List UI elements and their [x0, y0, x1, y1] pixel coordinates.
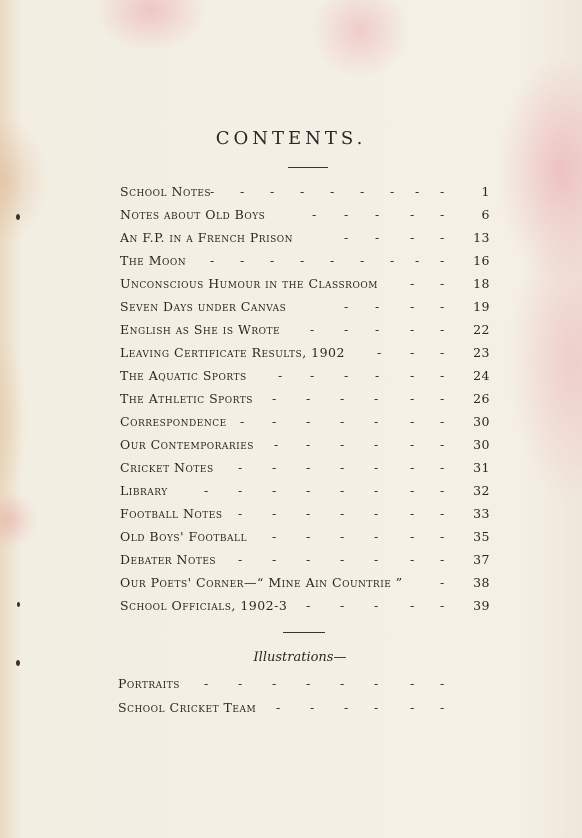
leader-dash: -: [410, 506, 415, 521]
leader-dash: -: [272, 506, 277, 521]
page-number: 30: [473, 437, 490, 452]
leader-dash: -: [340, 460, 345, 475]
leader-dash: -: [440, 575, 445, 590]
leader-dash: -: [374, 460, 379, 475]
contents-row: [120, 548, 492, 571]
contents-row: [120, 249, 492, 272]
page-number: 32: [473, 483, 490, 498]
contents-row: [120, 226, 492, 249]
page-number: 30: [473, 414, 490, 429]
leader-dash: -: [410, 230, 415, 245]
page-number: 31: [473, 460, 490, 475]
contents-row: [120, 456, 492, 479]
leader-dash: -: [440, 322, 445, 337]
ink-spot: [17, 602, 20, 607]
leader-dash: -: [238, 483, 243, 498]
leader-dash: -: [272, 460, 277, 475]
leader-dash: -: [440, 437, 445, 452]
leader-dash: -: [306, 460, 311, 475]
leader-dash: -: [440, 529, 445, 544]
leader-dash: -: [340, 437, 345, 452]
leader-dash: -: [270, 253, 275, 268]
leader-dash: -: [374, 529, 379, 544]
title-rule: [288, 167, 328, 168]
leader-dash: -: [410, 437, 415, 452]
leader-dash: -: [204, 483, 209, 498]
leader-dash: -: [410, 368, 415, 383]
leader-dash: -: [344, 322, 349, 337]
contents-row: [120, 341, 492, 364]
leader-dash: -: [440, 276, 445, 291]
leader-dash: -: [310, 700, 315, 715]
page-number: 39: [473, 598, 490, 613]
leader-dash: -: [440, 483, 445, 498]
page-number: 23: [473, 345, 490, 360]
leader-dash: -: [210, 184, 215, 199]
contents-row: [120, 364, 492, 387]
leader-dash: -: [390, 184, 395, 199]
leader-dash: -: [310, 322, 315, 337]
page-number: 6: [481, 207, 490, 222]
leader-dash: -: [410, 483, 415, 498]
leader-dash: -: [440, 598, 445, 613]
leader-dash: -: [272, 391, 277, 406]
contents-row: [120, 180, 492, 203]
page-title: CONTENTS.: [215, 128, 367, 149]
leader-dash: -: [410, 322, 415, 337]
leader-dash: -: [415, 253, 420, 268]
leader-dash: -: [240, 414, 245, 429]
leader-dash: -: [410, 207, 415, 222]
leader-dash: -: [440, 253, 445, 268]
entry-title: Our Poets' Corner—“ Mine Ain Countrie ”: [120, 575, 403, 590]
leader-dash: -: [375, 207, 380, 222]
page-number: 24: [473, 368, 490, 383]
leader-dash: -: [340, 391, 345, 406]
entry-title: English as She is Wrote: [120, 322, 281, 337]
illustration-title: School Cricket Team: [118, 700, 257, 715]
page-number: 33: [473, 506, 490, 521]
contents-row: [120, 318, 492, 341]
leader-dash: -: [440, 460, 445, 475]
leader-dash: -: [344, 368, 349, 383]
contents-row: [120, 295, 492, 318]
contents-row: [120, 433, 492, 456]
leader-dash: -: [312, 207, 317, 222]
contents-row: [120, 203, 492, 226]
leader-dash: -: [306, 676, 311, 691]
leader-dash: -: [440, 184, 445, 199]
illustration-row: [118, 672, 458, 696]
leader-dash: -: [410, 529, 415, 544]
leader-dash: -: [440, 391, 445, 406]
leader-dash: -: [410, 299, 415, 314]
leader-dash: -: [330, 184, 335, 199]
entry-title: Unconscious Humour in the Classroom: [120, 276, 378, 291]
leader-dash: -: [272, 529, 277, 544]
entry-title: Our Contemporaries: [120, 437, 254, 452]
page-number: 13: [473, 230, 490, 245]
entry-title: The Aquatic Sports: [120, 368, 247, 383]
leader-dash: -: [240, 253, 245, 268]
leader-dash: -: [374, 598, 379, 613]
leader-dash: -: [300, 184, 305, 199]
leader-dash: -: [375, 230, 380, 245]
leader-dash: -: [340, 598, 345, 613]
page-number: 19: [473, 299, 490, 314]
entry-title: Debater Notes: [120, 552, 217, 567]
page-number: 1: [481, 184, 490, 199]
leader-dash: -: [274, 437, 279, 452]
contents-list: [120, 180, 492, 617]
leader-dash: -: [344, 230, 349, 245]
leader-dash: -: [440, 207, 445, 222]
contents-row: [120, 594, 492, 617]
leader-dash: -: [344, 299, 349, 314]
leader-dash: -: [238, 552, 243, 567]
leader-dash: -: [440, 676, 445, 691]
leader-dash: -: [344, 700, 349, 715]
leader-dash: -: [377, 345, 382, 360]
leader-dash: -: [238, 676, 243, 691]
leader-dash: -: [238, 506, 243, 521]
entry-title: Seven Days under Canvas: [120, 299, 287, 314]
illustration-row: [118, 696, 458, 720]
leader-dash: -: [440, 552, 445, 567]
leader-dash: -: [306, 598, 311, 613]
contents-row: [120, 502, 492, 525]
leader-dash: -: [374, 506, 379, 521]
leader-dash: -: [440, 700, 445, 715]
page-number: 37: [473, 552, 490, 567]
leader-dash: -: [375, 368, 380, 383]
leader-dash: -: [306, 414, 311, 429]
leader-dash: -: [440, 230, 445, 245]
leader-dash: -: [410, 391, 415, 406]
entry-title: Old Boys' Football: [120, 529, 247, 544]
leader-dash: -: [270, 184, 275, 199]
leader-dash: -: [340, 552, 345, 567]
leader-dash: -: [360, 253, 365, 268]
leader-dash: -: [440, 506, 445, 521]
ink-spot: [16, 660, 20, 666]
leader-dash: -: [272, 414, 277, 429]
entry-title: Library: [120, 483, 168, 498]
leader-dash: -: [276, 700, 281, 715]
leader-dash: -: [340, 676, 345, 691]
leader-dash: -: [440, 368, 445, 383]
leader-dash: -: [272, 676, 277, 691]
page-number: 16: [473, 253, 490, 268]
entry-title: Correspondence: [120, 414, 227, 429]
leader-dash: -: [330, 253, 335, 268]
leader-dash: -: [410, 276, 415, 291]
contents-row: [120, 272, 492, 295]
leader-dash: -: [306, 391, 311, 406]
page-number: 35: [473, 529, 490, 544]
leader-dash: -: [340, 414, 345, 429]
page-number: 26: [473, 391, 490, 406]
leader-dash: -: [360, 184, 365, 199]
leader-dash: -: [375, 299, 380, 314]
leader-dash: -: [410, 700, 415, 715]
leader-dash: -: [240, 184, 245, 199]
leader-dash: -: [375, 322, 380, 337]
leader-dash: -: [300, 253, 305, 268]
leader-dash: -: [374, 437, 379, 452]
entry-title: Cricket Notes: [120, 460, 214, 475]
leader-dash: -: [310, 368, 315, 383]
entry-title: Football Notes: [120, 506, 223, 521]
leader-dash: -: [410, 414, 415, 429]
leader-dash: -: [374, 552, 379, 567]
leader-dash: -: [278, 368, 283, 383]
leader-dash: -: [410, 552, 415, 567]
entry-title: The Moon: [120, 253, 187, 268]
leader-dash: -: [410, 676, 415, 691]
leader-dash: -: [410, 598, 415, 613]
leader-dash: -: [306, 529, 311, 544]
illustrations-list: [118, 672, 458, 720]
leader-dash: -: [374, 414, 379, 429]
page-number: 38: [473, 575, 490, 590]
contents-row: [120, 571, 492, 594]
leader-dash: -: [390, 253, 395, 268]
contents-row: [120, 479, 492, 502]
leader-dash: -: [374, 700, 379, 715]
entry-title: An F.P. in a French Prison: [120, 230, 294, 245]
entry-title: Leaving Certificate Results, 1902: [120, 345, 345, 360]
leader-dash: -: [440, 299, 445, 314]
leader-dash: -: [340, 506, 345, 521]
leader-dash: -: [410, 345, 415, 360]
entry-title: School Notes: [120, 184, 212, 199]
page-number: 22: [473, 322, 490, 337]
leader-dash: -: [374, 676, 379, 691]
leader-dash: -: [440, 345, 445, 360]
leader-dash: -: [306, 437, 311, 452]
leader-dash: -: [238, 460, 243, 475]
illustrations-heading: Illustrations—: [253, 650, 347, 665]
leader-dash: -: [272, 483, 277, 498]
leader-dash: -: [344, 207, 349, 222]
entry-title: The Athletic Sports: [120, 391, 253, 406]
page-number: 18: [473, 276, 490, 291]
leader-dash: -: [210, 253, 215, 268]
leader-dash: -: [306, 483, 311, 498]
leader-dash: -: [204, 676, 209, 691]
contents-row: [120, 387, 492, 410]
leader-dash: -: [272, 552, 277, 567]
leader-dash: -: [340, 529, 345, 544]
leader-dash: -: [410, 460, 415, 475]
contents-row: [120, 525, 492, 548]
leader-dash: -: [374, 483, 379, 498]
leader-dash: -: [415, 184, 420, 199]
leader-dash: -: [374, 391, 379, 406]
illustration-title: Portraits: [118, 676, 180, 691]
entry-title: Notes about Old Boys: [120, 207, 266, 222]
leader-dash: -: [440, 414, 445, 429]
leader-dash: -: [340, 483, 345, 498]
contents-row: [120, 410, 492, 433]
entry-title: School Officials, 1902-3: [120, 598, 288, 613]
section-rule: [283, 632, 325, 633]
ink-spot: [16, 214, 20, 220]
leader-dash: -: [306, 506, 311, 521]
leader-dash: -: [306, 552, 311, 567]
